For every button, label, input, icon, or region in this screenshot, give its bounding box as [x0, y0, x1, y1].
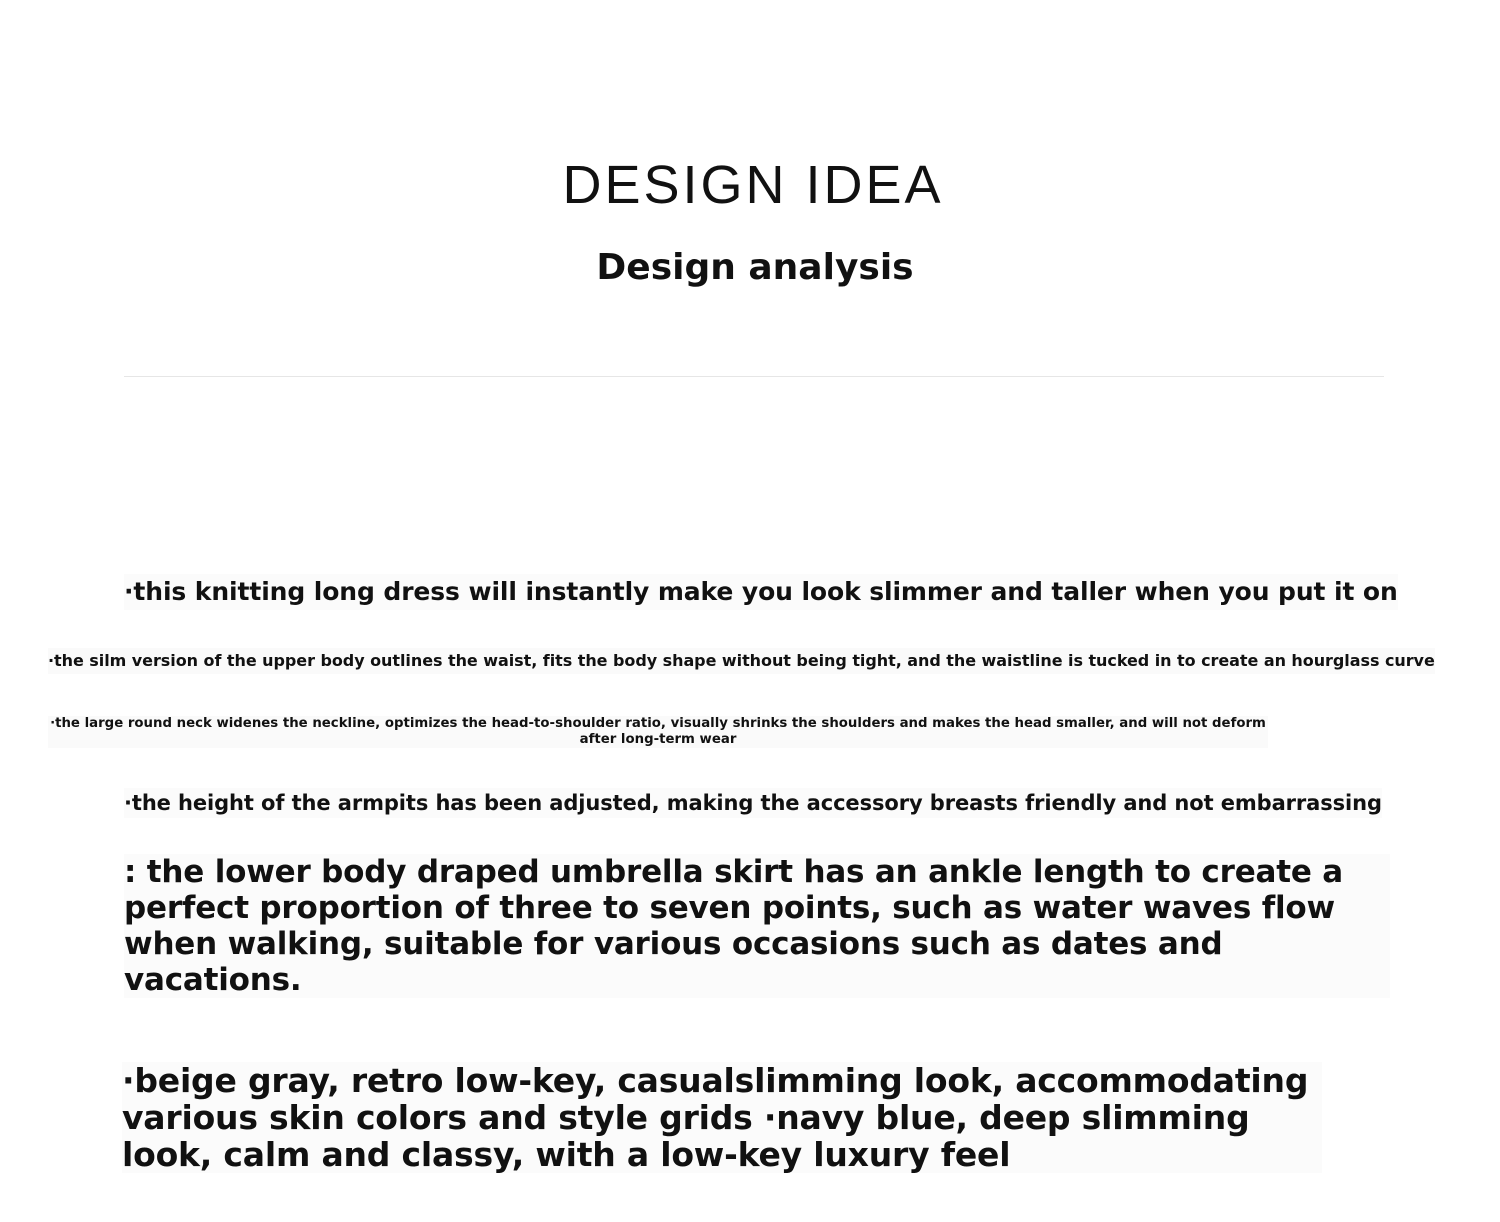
- point-colors: ·beige gray, retro low-key, casualslimming look, accommodating various skin colors and style grids ·navy blue, deep slimming look, calm and classy, with a low-key luxury feel: [122, 1062, 1322, 1173]
- point-round-neck: ·the large round neck widenes the neckline, optimizes the head-to-shoulder ratio, visually shrinks the shoulders and makes the head smaller, and will not deform after long-term wear: [48, 716, 1268, 748]
- page-subtitle: Design analysis: [596, 247, 914, 288]
- point-armpit-height: ·the height of the armpits has been adjusted, making the accessory breasts friendly and not embarrassing: [124, 788, 1382, 818]
- point-slim-tall: ·this knitting long dress will instantly make you look slimmer and taller when you put it on: [124, 574, 1398, 610]
- point-upper-body: ·the silm version of the upper body outlines the waist, fits the body shape without being tight, and the waistline is tucked in to create an hourglass curve: [48, 648, 1435, 674]
- point-umbrella-skirt: : the lower body draped umbrella skirt has an ankle length to create a perfect proportion of three to seven points, such as water waves flow when walking, suitable for various occasions such as dates and vacations.: [124, 854, 1390, 998]
- page-title: DESIGN IDEA: [562, 155, 944, 215]
- header-divider: [124, 376, 1384, 377]
